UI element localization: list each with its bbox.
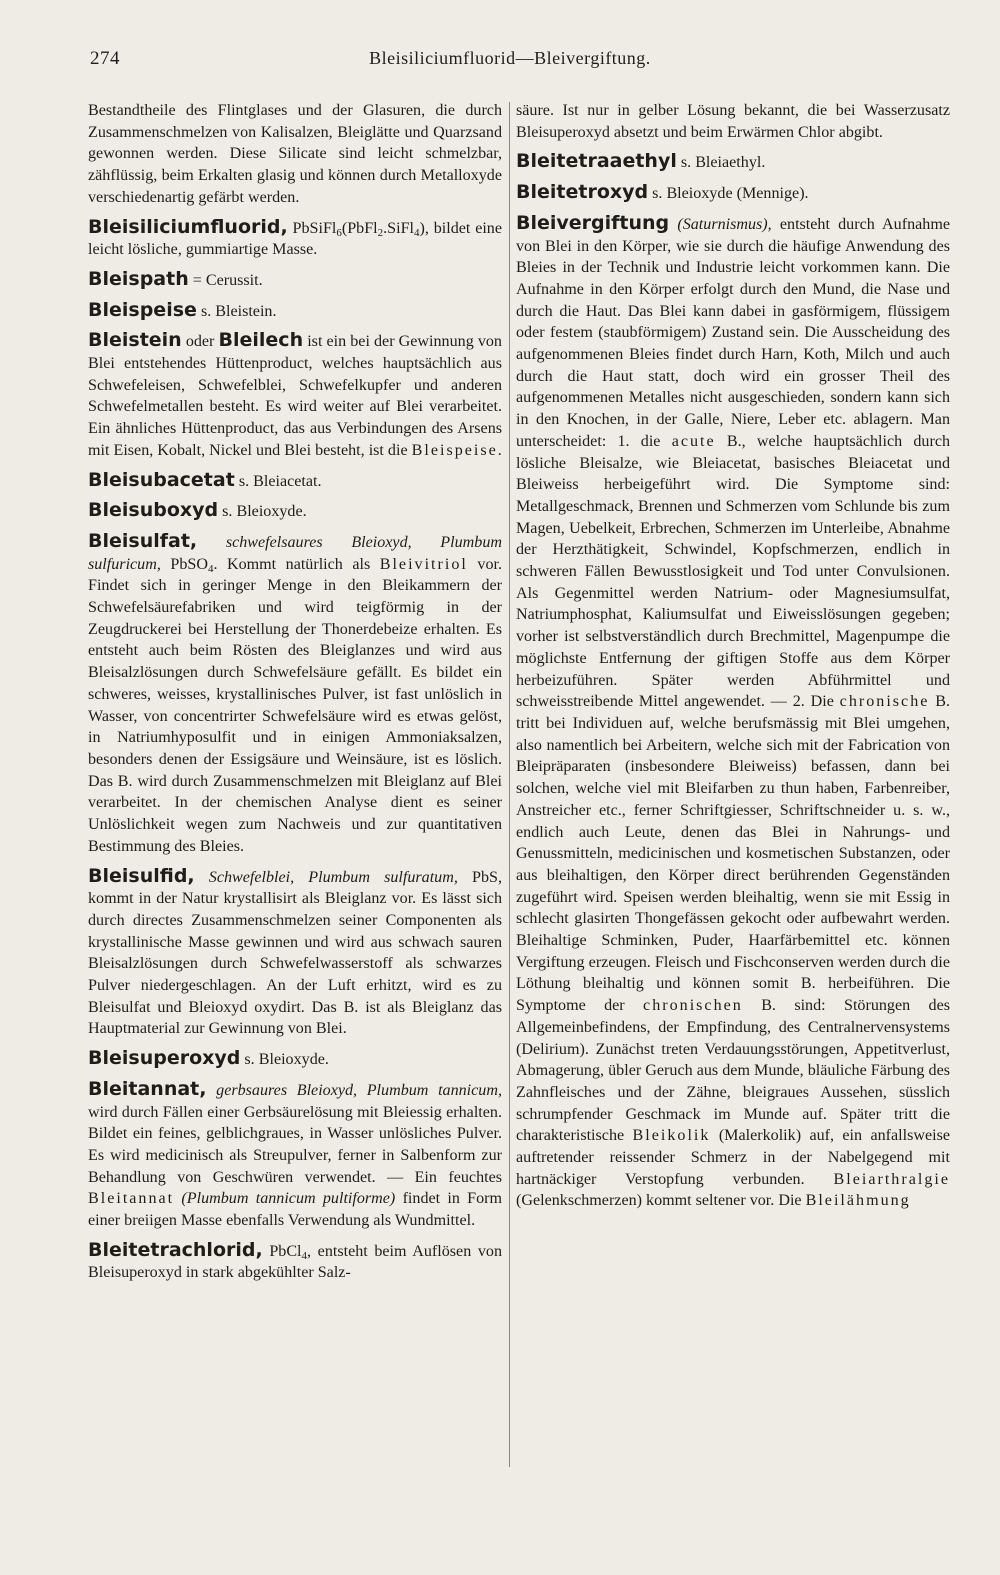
entry-bleitetroxyd (516, 182, 950, 205)
headword: Bleivergiftung (516, 211, 670, 234)
latin-name: Schwefelblei, Plumbum sulfuratum, (208, 868, 458, 886)
entry-text: PbS, kommt in der Natur krystallisirt als Bleiglanz vor. Es lässt sich durch directes Zusammenschmelzen seiner Componenten als krystallinische Masse gewinnen und wird aus schwach sauren Bleisalzlösungen durch Schwefelwasserstoff als schwarzes Pulver niedergeschlagen. An der Luft erhitzt, wird es zu Bleisulfat und Bleioxyd oxydirt. Das B. ist als Bleiglanz das Hauptmaterial zur Gewinnung von Blei. (88, 868, 502, 1038)
spaced-term-6: Bleilähmung (805, 1192, 911, 1210)
continuation-text: säure. Ist nur in gelber Lösung bekannt, die bei Wasserzusatz Bleisuperoxyd absetzt und beim Erwärmen Chlor abgibt. (516, 102, 950, 141)
headword: Bleisubacetat (88, 468, 235, 491)
entry-text: s. Bleioxyde. (244, 1051, 329, 1069)
left-column (88, 100, 502, 1284)
column-divider (509, 102, 510, 1467)
headword: Bleitetraaethyl (516, 150, 677, 173)
headword: Bleispeise (88, 298, 197, 321)
headword: Bleisiliciumfluorid, (88, 215, 288, 238)
entry-bleisubacetat (88, 470, 502, 493)
entry-bleispath (88, 269, 502, 292)
headword: Bleisulfat, (88, 529, 198, 552)
entry-text-3: B. tritt bei Individuen auf, welche berufsmässig mit Blei umgehen, also namentlich bei Arbeitern, welche sich mit der Fabrication von Bleipräparaten (insbesondere Bleiweiss) befassen, dann bei solchen, welche viel mit Bleifarben zu thun haben, Farbenreiber, Anstreicher etc., ferner Schriftgiesser, Schriftschneider u. s. w., endlich auch Leute, denen das Blei in Nahrungs- und Genussmitteln, medicinischen und kosmetischen Substanzen, oder aus bleihaltigen, den Körper direct berührenden Gegenständen zugeführt wird. Speisen werden bleihaltig, wenn sie mit Essig in schlecht glasirten Thongefässen gekocht oder aufbewahrt werden. Bleihaltige Schminken, Puder, Haarfärbemittel etc. können Vergiftung erzeugen. Fleisch und Fischconserven werden durch die Löthung bleihaltig und können somit B. herbeiführen. Die Symptome der (516, 693, 950, 1015)
latin-name-2: (Plumbum tannicum pultiforme) (181, 1190, 396, 1208)
entry-bleisulfid (88, 866, 502, 1041)
formula: PbSiFl$_6$(PbFl$_2$.SiFl$_4$), (292, 219, 429, 239)
entry-text: s. Bleiacetat. (238, 472, 322, 490)
spaced-term: Bleispeise (411, 441, 498, 459)
entry-text: = Cerussit. (192, 271, 263, 289)
entry-bleisulfat: Bleisulfat, schwefelsaures Bleioxyd, Plumbum sulfuricum, PbSO$_4$. Kommt natürlich als Bleivitriol vor. Findet sich in geringer Menge in den Bleikammern der Schwefelsäurefabriken und wird teigförmig in der Zeugdruckerei bei Herstellung der Thonerdebeize erhalten. Es entsteht auch beim Rösten des Bleiglanzes und wird aus Bleisalzlösungen durch Schwefelsäure gefällt. Es bildet ein schweres, weisses, krystallinisches Pulver, ist fast unlöslich in Wasser, von concentrirter Schwefelsäure wird es etwas gelöst, in Natriumhyposulfit und in einigen Ammoniaksalzen, besonders denen der Essigsäure und Weinsäure, ist es löslich. Das B. wird durch Zusammenschmelzen mit Bleiglanz auf Blei verarbeitet. In der chemischen Analyse dient es seiner Unlöslichkeit wegen zum Nachweis und zur quantitativen Bestimmung des Bleies. (88, 529, 502, 855)
entry-bleivergiftung (516, 213, 950, 1212)
spaced-term: Bleivitriol (379, 555, 468, 573)
latin-name: schwefelsaures Bleioxyd, Plumbum sulfuricum, (88, 533, 502, 573)
headword: Bleitetrachlorid, (88, 1238, 263, 1261)
running-title: Bleisiliciumfluorid—Bleivergiftung. (369, 48, 651, 68)
entry-bleisuboxyd (88, 500, 502, 523)
formula: PbCl$_4$ (269, 1242, 308, 1262)
entry-text: s. Bleioxyde (Mennige). (652, 185, 809, 203)
headword: Bleisuperoxyd (88, 1047, 241, 1070)
headword: Bleisuboxyd (88, 499, 219, 522)
spaced-term: Bleitannat (88, 1190, 175, 1208)
entry-bleitetraaethyl (516, 151, 950, 174)
entry-text: bildet eine leicht lösliche, gummiartige Masse. (88, 219, 502, 259)
page-header (90, 48, 930, 78)
entry-text-6: (Gelenkschmerzen) kommt seltener vor. Die (516, 1192, 802, 1210)
entry-text-2: findet in Form einer breiigen Masse ebenfalls Verwendung als Wundmittel. (88, 1190, 503, 1230)
connector: oder (185, 333, 215, 351)
spaced-term-5: Bleiarthralgie (833, 1170, 950, 1188)
headword: Bleispath (88, 267, 189, 290)
intro-text: Bestandtheile des Flintglases und der Glasuren, die durch Zusammenschmelzen von Kalisalzen, Bleiglätte und Quarzsand gewonnen werden. Diese Silicate sind leicht schmelzbar, zähflüssig, beim Erkalten glasig und können durch Metalloxyde verschiedenartig gefärbt werden. (88, 102, 502, 206)
right-column (516, 100, 950, 1212)
headword: Bleisulfid, (88, 864, 195, 887)
entry-text: ist ein bei der Gewinnung von Blei entstehendes Hüttenproduct, welches hauptsächlich aus Schwefeleisen, Schwefelblei, Schwefelkupfer und anderen Schwefelmetallen besteht. Es wird weiter auf Blei verarbeitet. Ein ähnliches Hüttenproduct, das aus Verbindungen des Arsens mit Eisen, Kobalt, Nickel und Blei besteht, ist die (88, 333, 502, 459)
latin-name: gerbsaures Bleioxyd, Plumbum tannicum, (216, 1081, 502, 1099)
spaced-term-3: chronischen (643, 997, 743, 1015)
entry-continuation (516, 100, 950, 143)
entry-continuation (88, 100, 502, 209)
entry-text: wird durch Fällen einer Gerbsäurelösung mit Bleiessig erhalten. Bildet ein feines, gelblichgraues, in Wasser unlösliches Pulver. Es wird medicinisch als Streupulver, ferner in Salbenform zur Behandlung von Geschwüren verwendet. — Ein feuchtes (88, 1103, 502, 1186)
entry-text: , entsteht beim Auflösen von Bleisuperoxyd in stark abgekühlter Salz- (88, 1242, 503, 1282)
entry-text-4: B. sind: Störungen des Allgemeinbefindens, der Empfindung, des Centralnervensystems (Delirium). Zunächst treten Verdauungsstörungen, Appetitverlust, Abmagerung, übler Geruch aus dem Munde, bläuliche Färbung des Zahnfleisches und der Zähne, bleigraues Aussehen, süsslich schrumpfender Geschmack im Munde auf. Später tritt die charakteristische (516, 997, 950, 1145)
entry-text: s. Bleioxyde. (222, 503, 307, 521)
spaced-term-4: Bleikolik (632, 1127, 711, 1145)
spaced-term-2: chronische (839, 693, 930, 711)
headword: Bleistein (88, 329, 182, 352)
spaced-term: acute (671, 432, 716, 450)
entry-text: s. Bleistein. (200, 302, 277, 320)
formula: PbSO$_4$ (170, 555, 214, 575)
latin-name: (Saturnismus), (677, 215, 772, 233)
entry-text: s. Bleiaethyl. (680, 154, 766, 172)
entry-bleisuperoxyd (88, 1048, 502, 1071)
entry-bleitannat (88, 1079, 502, 1232)
entry-bleisiliciumfluorid (88, 217, 502, 261)
entry-text-5: (Malerkolik) auf, ein anfallsweise auftretender reissender Schmerz in der Nabelgegend mit hartnäckiger Verstopfung verbunden. (516, 1127, 950, 1188)
headword: Bleitannat, (88, 1077, 207, 1100)
headword: Bleitetroxyd (516, 181, 649, 204)
entry-text: entsteht durch Aufnahme von Blei in den Körper, wie sie durch die häufige Anwendung des Bleies in der Technik und Industrie leicht vorkommen kann. Die Aufnahme in den Körper erfolgt durch den Mund, die Nase und durch die Haut. Das Blei kann dabei in gasförmigem, flüssigem oder festem (staubförmigem) Zustand sein. Die Ausscheidung des aufgenommenen Bleies findet durch Harn, Koth, Milch und auch durch die Haut statt, doch wird ein grosser Theil des aufgenommenen Metalles nicht ausgeschieden, sondern kann sich in den Knochen, in der Galle, Niere, Leber etc. ablagern. Man unterscheidet: 1. die (516, 215, 950, 450)
entry-text-2: B., welche hauptsächlich durch lösliche Bleisalze, wie Bleiacetat, basisches Bleiacetat und Bleiweiss herbeigeführt wird. Die Symptome sind: Metallgeschmack, Brennen und Schmerzen vom Schlunde bis zum Magen, Uebelkeit, Erbrechen, Schmerzen im Unterleibe, Abnahme der Herzthätigkeit, Schwindel, Kopfschmerzen, endlich in schweren Fällen Bewusstlosigkeit und Tod unter Convulsionen. Als Gegenmittel werden Natrium- oder Magnesiumsulfat, Natriumphosphat, Kaliumsulfat und Eiweisslösungen gegeben; vorher ist selbstverständlich durch Brechmittel, Magenpumpe die möglichste Entfernung der giftigen Stoffe aus dem Körper herbeizuführen. Später werden Abführmittel und schweisstreibende Mittel angewendet. — 2. Die (516, 432, 951, 711)
entry-bleispeise (88, 300, 502, 323)
entry-bleistein: Bleistein oder Bleilech ist ein bei der Gewinnung von Blei entstehendes Hüttenproduct, welches hauptsächlich aus Schwefeleisen, Schwefelblei, Schwefelkupfer und anderen Schwefelmetallen besteht. Es wird weiter auf Blei verarbeitet. Ein ähnliches Hüttenproduct, das aus Verbindungen des Arsens mit Eisen, Kobalt, Nickel und Blei besteht, ist die Bleispeise. (88, 329, 502, 459)
entry-bleitetrachlorid (88, 1240, 502, 1284)
entry-text: vor. Findet sich in geringer Menge in den Bleikammern der Schwefelsäurefabriken und wird teigförmig in der Zeugdruckerei bei Herstellung der Thonerdebeize erhalten. Es entsteht auch beim Rösten des Bleiglanzes und wird aus Bleisalzlösungen durch Schwefelsäure gefällt. Es bildet ein schweres, weisses, krystallinisches Pulver, ist fast unlöslich in Wasser, von concentrirter Schwefelsäure wird es etwas gelöst, in Natriumhyposulfit und in einigen Ammoniaksalzen, besonders denen der Essigsäure und Weinsäure, ist es löslich. Das B. wird durch Zusammenschmelzen mit Bleiglanz auf Blei verarbeitet. In der chemischen Analyse dient es seiner Unlöslichkeit wegen zum Nachweis und zur quantitativen Bestimmung des Bleies. (88, 555, 502, 855)
page-number: 274 (90, 48, 120, 69)
headword-alt: Bleilech (218, 329, 304, 352)
